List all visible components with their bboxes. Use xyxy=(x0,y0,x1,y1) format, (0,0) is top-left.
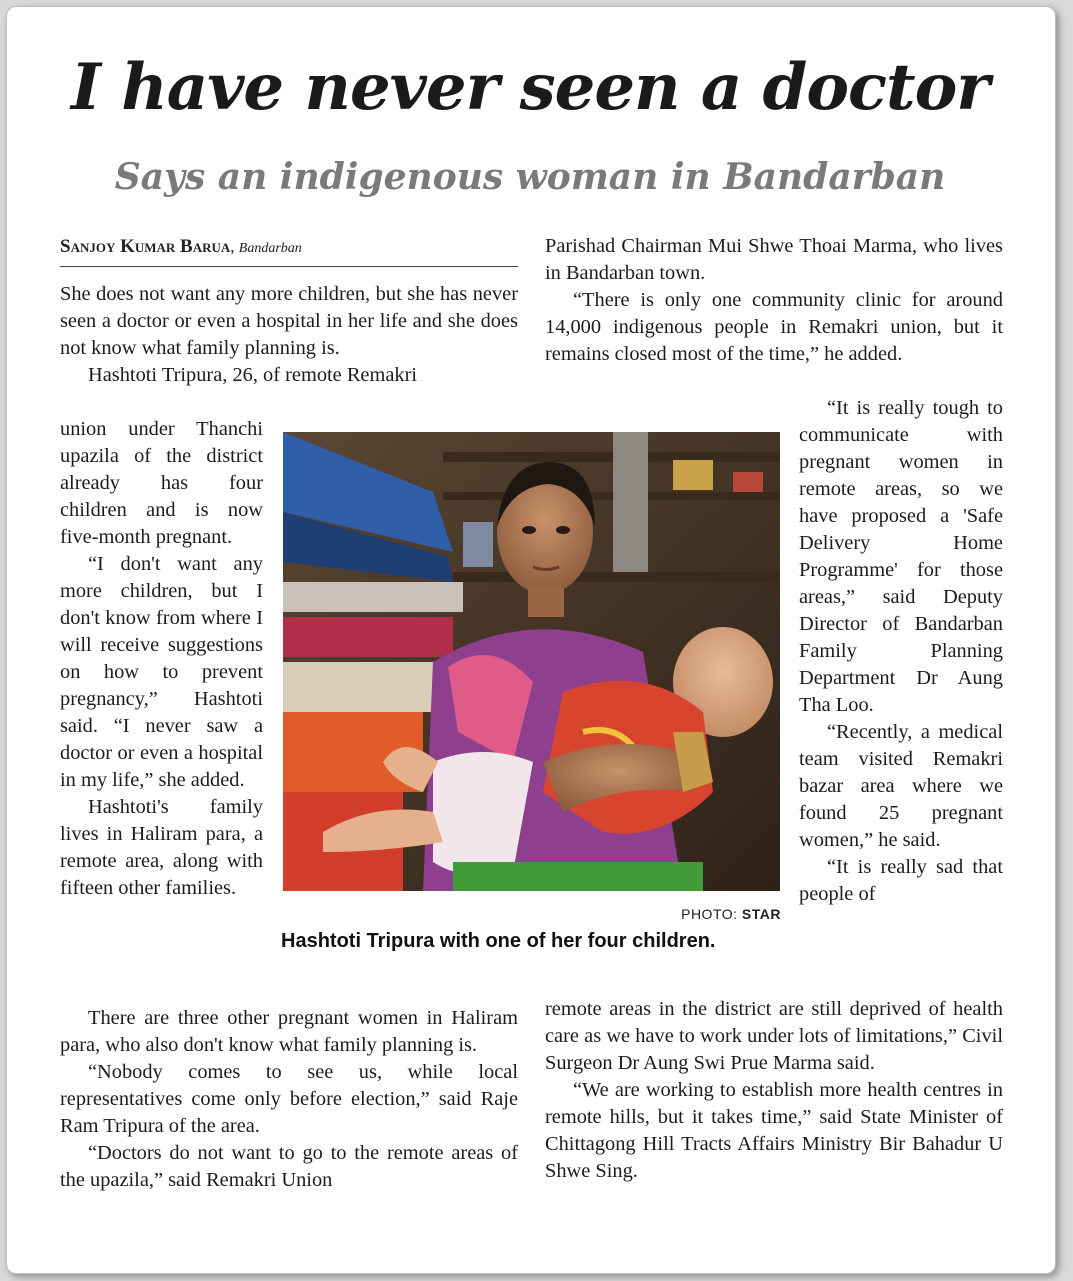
right-column-top xyxy=(545,233,1003,368)
subheadline: Says an indigenous woman in Bandarban xyxy=(114,156,946,198)
left-column-bottom xyxy=(60,1005,518,1194)
paragraph: “We are working to establish more health centres in remote hills, but it takes time,” said State Minister of Chittagong Hill Tracts Affairs Ministry Bir Bahadur U Shwe Sing. xyxy=(545,1079,1003,1182)
left-column-narrow xyxy=(60,416,263,902)
right-column-bottom xyxy=(545,996,1003,1185)
paragraph: “I don't want any more children, but I don't know from where I will receive suggestions on how to prevent pregnancy,” Hashtoti said. “I never saw a doctor or even a hospital in my life,” she added. xyxy=(60,553,263,791)
paragraph: “It is really sad that people of xyxy=(799,856,1003,905)
paragraph: There are three other pregnant women in Haliram para, who also don't know what family planning is. xyxy=(60,1007,518,1056)
paragraph: Hashtoti's family lives in Haliram para, a remote area, along with fifteen other families. xyxy=(60,796,263,899)
right-column-narrow xyxy=(799,395,1003,908)
byline-location: Bandarban xyxy=(238,241,302,256)
paragraph: “Doctors do not want to go to the remote areas of the upazila,” said Remakri Union xyxy=(60,1142,518,1191)
paragraph: remote areas in the district are still deprived of health care as we have to work under lots of limitations,” Civil Surgeon Dr Aung Swi Prue Marma said. xyxy=(545,998,1003,1074)
paragraph: Hashtoti Tripura, 26, of remote Remakri xyxy=(88,364,418,386)
paragraph: She does not want any more children, but she has never seen a doctor or even a hospital in her life and she does not know what family planning is. xyxy=(60,283,518,359)
photo-credit xyxy=(560,906,781,922)
paragraph: union under Thanchi upazila of the district already has four children and is now five-month pregnant. xyxy=(60,418,263,548)
paragraph: “There is only one community clinic for around 14,000 indigenous people in Remakri union, but it remains closed most of the time,” he added. xyxy=(545,289,1003,365)
photo-caption: Hashtoti Tripura with one of her four children. xyxy=(281,930,716,952)
photo-illustration xyxy=(283,432,780,891)
paragraph: “Recently, a medical team visited Remakri bazar area where we found 25 pregnant women,” he said. xyxy=(799,721,1003,851)
headline: I have never seen a doctor xyxy=(71,50,989,125)
byline-rule xyxy=(60,266,518,267)
paragraph: “It is really tough to communicate with pregnant women in remote areas, so we have proposed a 'Safe Delivery Home Programme' for those areas,” said Deputy Director of Bandarban Family Planning Department Dr Aung Tha Loo. xyxy=(799,397,1003,716)
paragraph: “Nobody comes to see us, while local representatives come only before election,” said Raje Ram Tripura of the area. xyxy=(60,1061,518,1137)
article-photo xyxy=(283,432,780,891)
byline-author: Sanjoy Kumar Barua xyxy=(60,236,231,257)
photo-credit-source: STAR xyxy=(741,906,781,922)
paragraph: Parishad Chairman Mui Shwe Thoai Marma, who lives in Bandarban town. xyxy=(545,235,1003,284)
photo-credit-label: PHOTO: xyxy=(681,906,738,922)
left-column-top xyxy=(60,281,518,389)
byline: Sanjoy Kumar Barua, Bandarban xyxy=(60,236,302,257)
